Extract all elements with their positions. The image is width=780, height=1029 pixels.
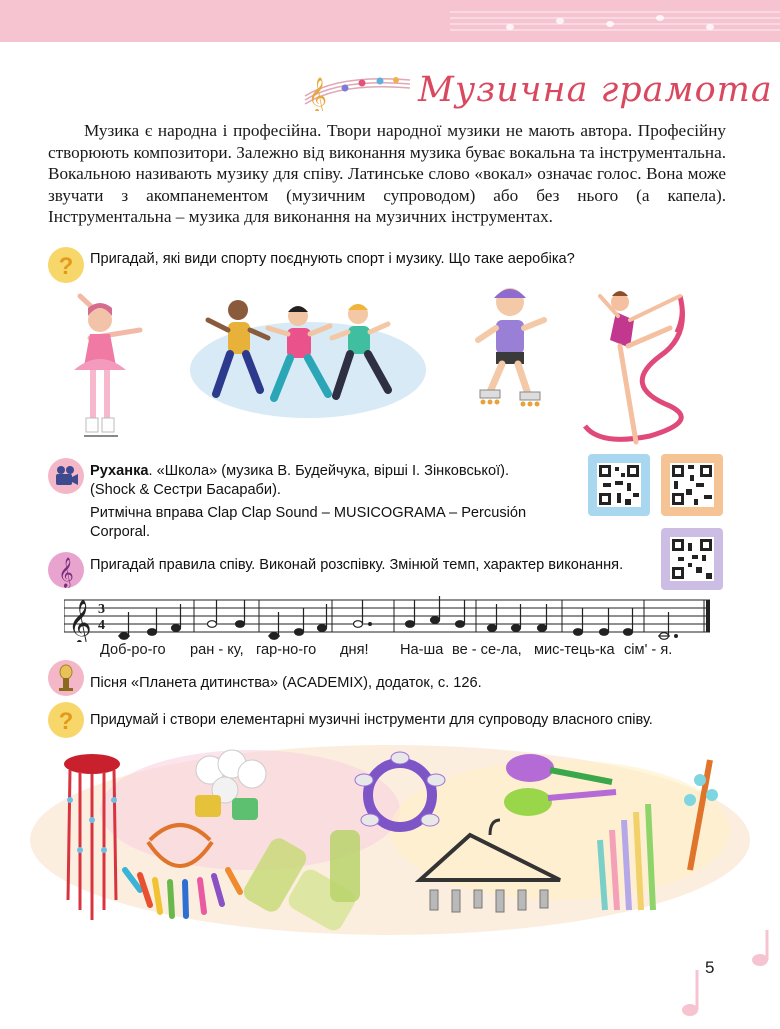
- task-ruhanka: [90, 462, 580, 542]
- lyric-syllables-8: сім' - я.: [624, 642, 673, 658]
- qr-code-ruhanka[interactable]: [588, 454, 650, 516]
- rhythmic-gymnast-illustration: [580, 276, 700, 453]
- instruments-collage: [0, 740, 780, 950]
- qr-code-singing[interactable]: [661, 528, 723, 590]
- lyric-syllables-4: дня!: [340, 642, 369, 658]
- question-mark-icon: [48, 702, 84, 738]
- qr-code-clap-clap[interactable]: [661, 454, 723, 516]
- figure-skater-illustration: [60, 278, 160, 458]
- svg-text:?: ?: [58, 253, 74, 280]
- lyric-syllables-3: гар-но-го: [256, 642, 317, 658]
- video-camera-icon: [48, 458, 84, 494]
- qr-code-icon: [670, 537, 714, 581]
- microphone-icon: [48, 660, 84, 696]
- music-notes-icon: [300, 66, 415, 116]
- treble-clef-icon: 𝄞: [68, 600, 92, 642]
- ruhanka-line3: Ритмічна вправа Clap Clap Sound – MUSICOGRAMA – Percusión Corporal.: [90, 505, 527, 540]
- svg-text:4: 4: [98, 618, 105, 633]
- lyric-syllables-1: Доб-ро-го: [100, 642, 166, 658]
- svg-text:𝄞: 𝄞: [308, 76, 327, 111]
- task-sport-text: Пригадай, які види спорту поєднують спорт і музику. Що таке аеробіка?: [90, 251, 575, 267]
- lyric-syllables-5: На-ша: [400, 642, 444, 658]
- task-singing-text: Пригадай правила співу. Виконай розспівку. Змінюй темп, характер виконання.: [90, 557, 624, 573]
- task-create-text: Придумай і створи елементарні музичні інструменти для супроводу власного співу.: [90, 712, 653, 728]
- svg-text:𝄞: 𝄞: [58, 558, 74, 588]
- page-number: 5: [705, 958, 715, 977]
- page-title: Музична грамота: [418, 70, 773, 110]
- lyric-syllables-6: ве - се-ла,: [452, 642, 522, 658]
- treble-clef-icon: [48, 552, 84, 588]
- intro-text: Музика є народна і професійна. Твори народної музики не мають автора. Професійну створюють композитори. Залежно від виконання музика буває вокальна та інструментальна. Вокальною називають музику для співу. Латинське слово «вокал» означає голос. Вона може звучати з акомпанементом (музичним супроводом) або без нього (а капела). Інструментальна – музика для виконання на музичних інструментах.: [48, 121, 726, 226]
- ruhanka-title: Руханка: [90, 463, 149, 479]
- roller-skater-illustration: [466, 278, 556, 418]
- qr-code-icon: [597, 463, 641, 507]
- svg-text:?: ?: [58, 708, 74, 735]
- aerobics-dancers-illustration: [188, 290, 428, 425]
- lyric-syllables-7: мис-тець-ка: [534, 642, 615, 658]
- music-staff-decoration-icon: [450, 0, 780, 42]
- intro-paragraph: [48, 120, 726, 228]
- ruhanka-line2: (Shock & Сестри Басараби).: [90, 482, 281, 498]
- lyric-syllables-2: ран - ку,: [190, 642, 244, 658]
- task-song-text: Пісня «Планета дитинства» (ACADEMIX), додаток, с. 126.: [90, 675, 482, 691]
- qr-code-icon: [670, 463, 714, 507]
- ruhanka-line1: . «Школа» (музика В. Будейчука, вірші І. Зінковської).: [148, 463, 510, 479]
- svg-text:3: 3: [98, 602, 105, 617]
- music-notes-decoration-icon: [670, 930, 780, 1029]
- music-staff: [64, 592, 714, 647]
- top-decorative-band: [0, 0, 780, 42]
